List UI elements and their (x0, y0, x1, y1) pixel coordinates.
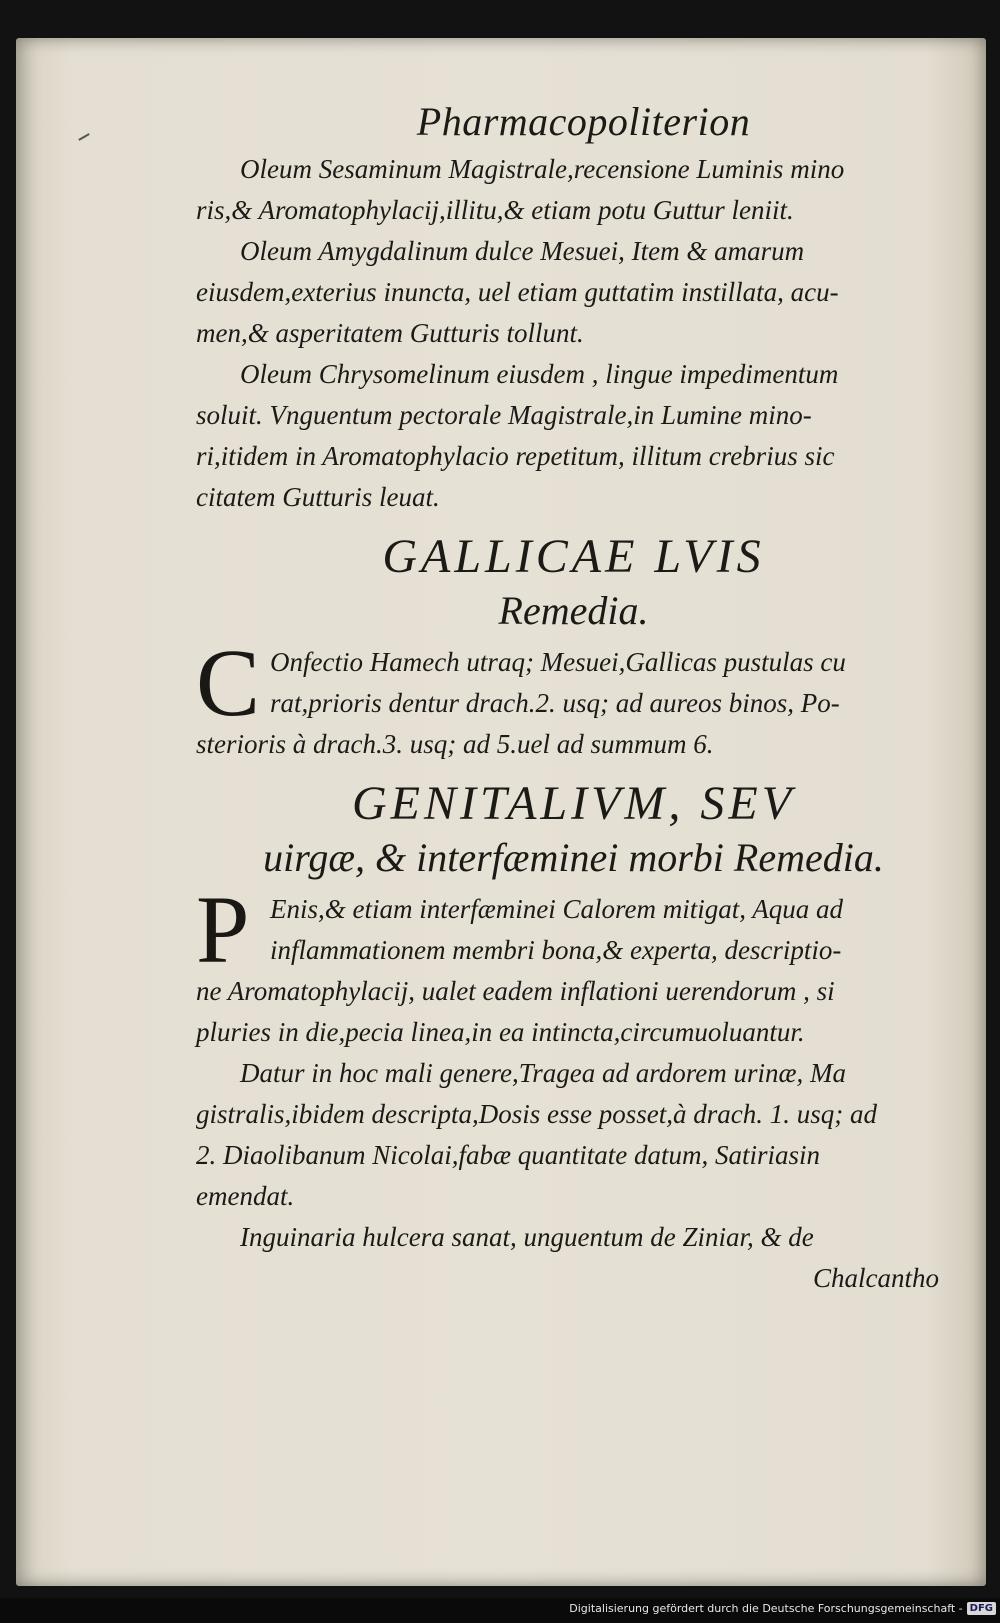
text-line: pluries in die,pecia linea,in ea intincta,circumuoluantur. (196, 1017, 805, 1047)
drop-cap: C (196, 629, 261, 736)
text-line: emendat. (196, 1181, 295, 1211)
paragraph-chrysomelinum (196, 354, 951, 518)
text-line: rat,prioris dentur drach.2. usq; ad aureos binos, Po- (270, 688, 840, 718)
text-line: Inguinaria hulcera sanat, unguentum de Ziniar, & de (240, 1222, 814, 1252)
paragraph-sesaminum (196, 149, 951, 231)
page-text (196, 98, 951, 1298)
ink-mark (78, 133, 89, 141)
paragraph-tragea (196, 1053, 951, 1217)
section-subheading-uirgae: uirgæ, & interfæminei morbi Remedia. (263, 835, 884, 880)
section-subheading-remedia: Remedia. (498, 588, 649, 633)
text-line: 2. Diaolibanum Nicolai,fabæ quantitate datum, Satiriasin (196, 1140, 821, 1170)
text-line: ri,itidem in Aromatophylacio repetitum, illitum crebrius sic (196, 441, 835, 471)
catchword: Chalcantho (813, 1263, 939, 1293)
text-line: Datur in hoc mali genere,Tragea ad ardorem urinæ, Ma (240, 1058, 846, 1088)
digitization-footer (569, 1599, 996, 1617)
section-heading-gallicae: GALLICAE LVIS (382, 530, 765, 583)
text-line: Oleum Sesaminum Magistrale,recensione Luminis mino (240, 154, 845, 184)
text-line: inflammationem membri bona,& experta, descriptio- (270, 935, 842, 965)
footer-text: Digitalisierung gefördert durch die Deutsche Forschungsgemeinschaft - (569, 1601, 963, 1615)
section-heading-genitalium: GENITALIVM, SEV (351, 777, 796, 830)
book-page (16, 38, 986, 1586)
paragraph-inguinaria (196, 1217, 951, 1258)
text-line: citatem Gutturis leuat. (196, 482, 440, 512)
text-line: Oleum Amygdalinum dulce Mesuei, Item & amarum (240, 236, 805, 266)
text-line: gistralis,ibidem descripta,Dosis esse posset,à drach. 1. usq; ad (196, 1099, 877, 1129)
dfg-logo-icon: DFG (967, 1602, 996, 1615)
text-line: soluit. Vnguentum pectorale Magistrale,in Lumine mino- (196, 400, 812, 430)
text-line: Enis,& etiam interfæminei Calorem mitigat, Aqua ad (270, 894, 843, 924)
text-line: eiusdem,exterius inuncta, uel etiam guttatim instillata, acu- (196, 277, 839, 307)
text-line: sterioris à drach.3. usq; ad 5.uel ad summum 6. (196, 729, 714, 759)
paragraph-confectio (196, 629, 951, 765)
paragraph-penis (196, 876, 951, 1053)
paragraph-amygdalinum (196, 231, 951, 354)
running-head: Pharmacopoliterion (416, 99, 751, 144)
drop-cap: P (196, 876, 250, 983)
text-line: Onfectio Hamech utraq; Mesuei,Gallicas pustulas cu (270, 647, 846, 677)
text-line: ris,& Aromatophylacij,illitu,& etiam potu Guttur leniit. (196, 195, 794, 225)
text-line: Oleum Chrysomelinum eiusdem , lingue impedimentum (240, 359, 839, 389)
text-line: ne Aromatophylacij, ualet eadem inflationi uerendorum , si (196, 976, 835, 1006)
text-line: men,& asperitatem Gutturis tollunt. (196, 318, 584, 348)
